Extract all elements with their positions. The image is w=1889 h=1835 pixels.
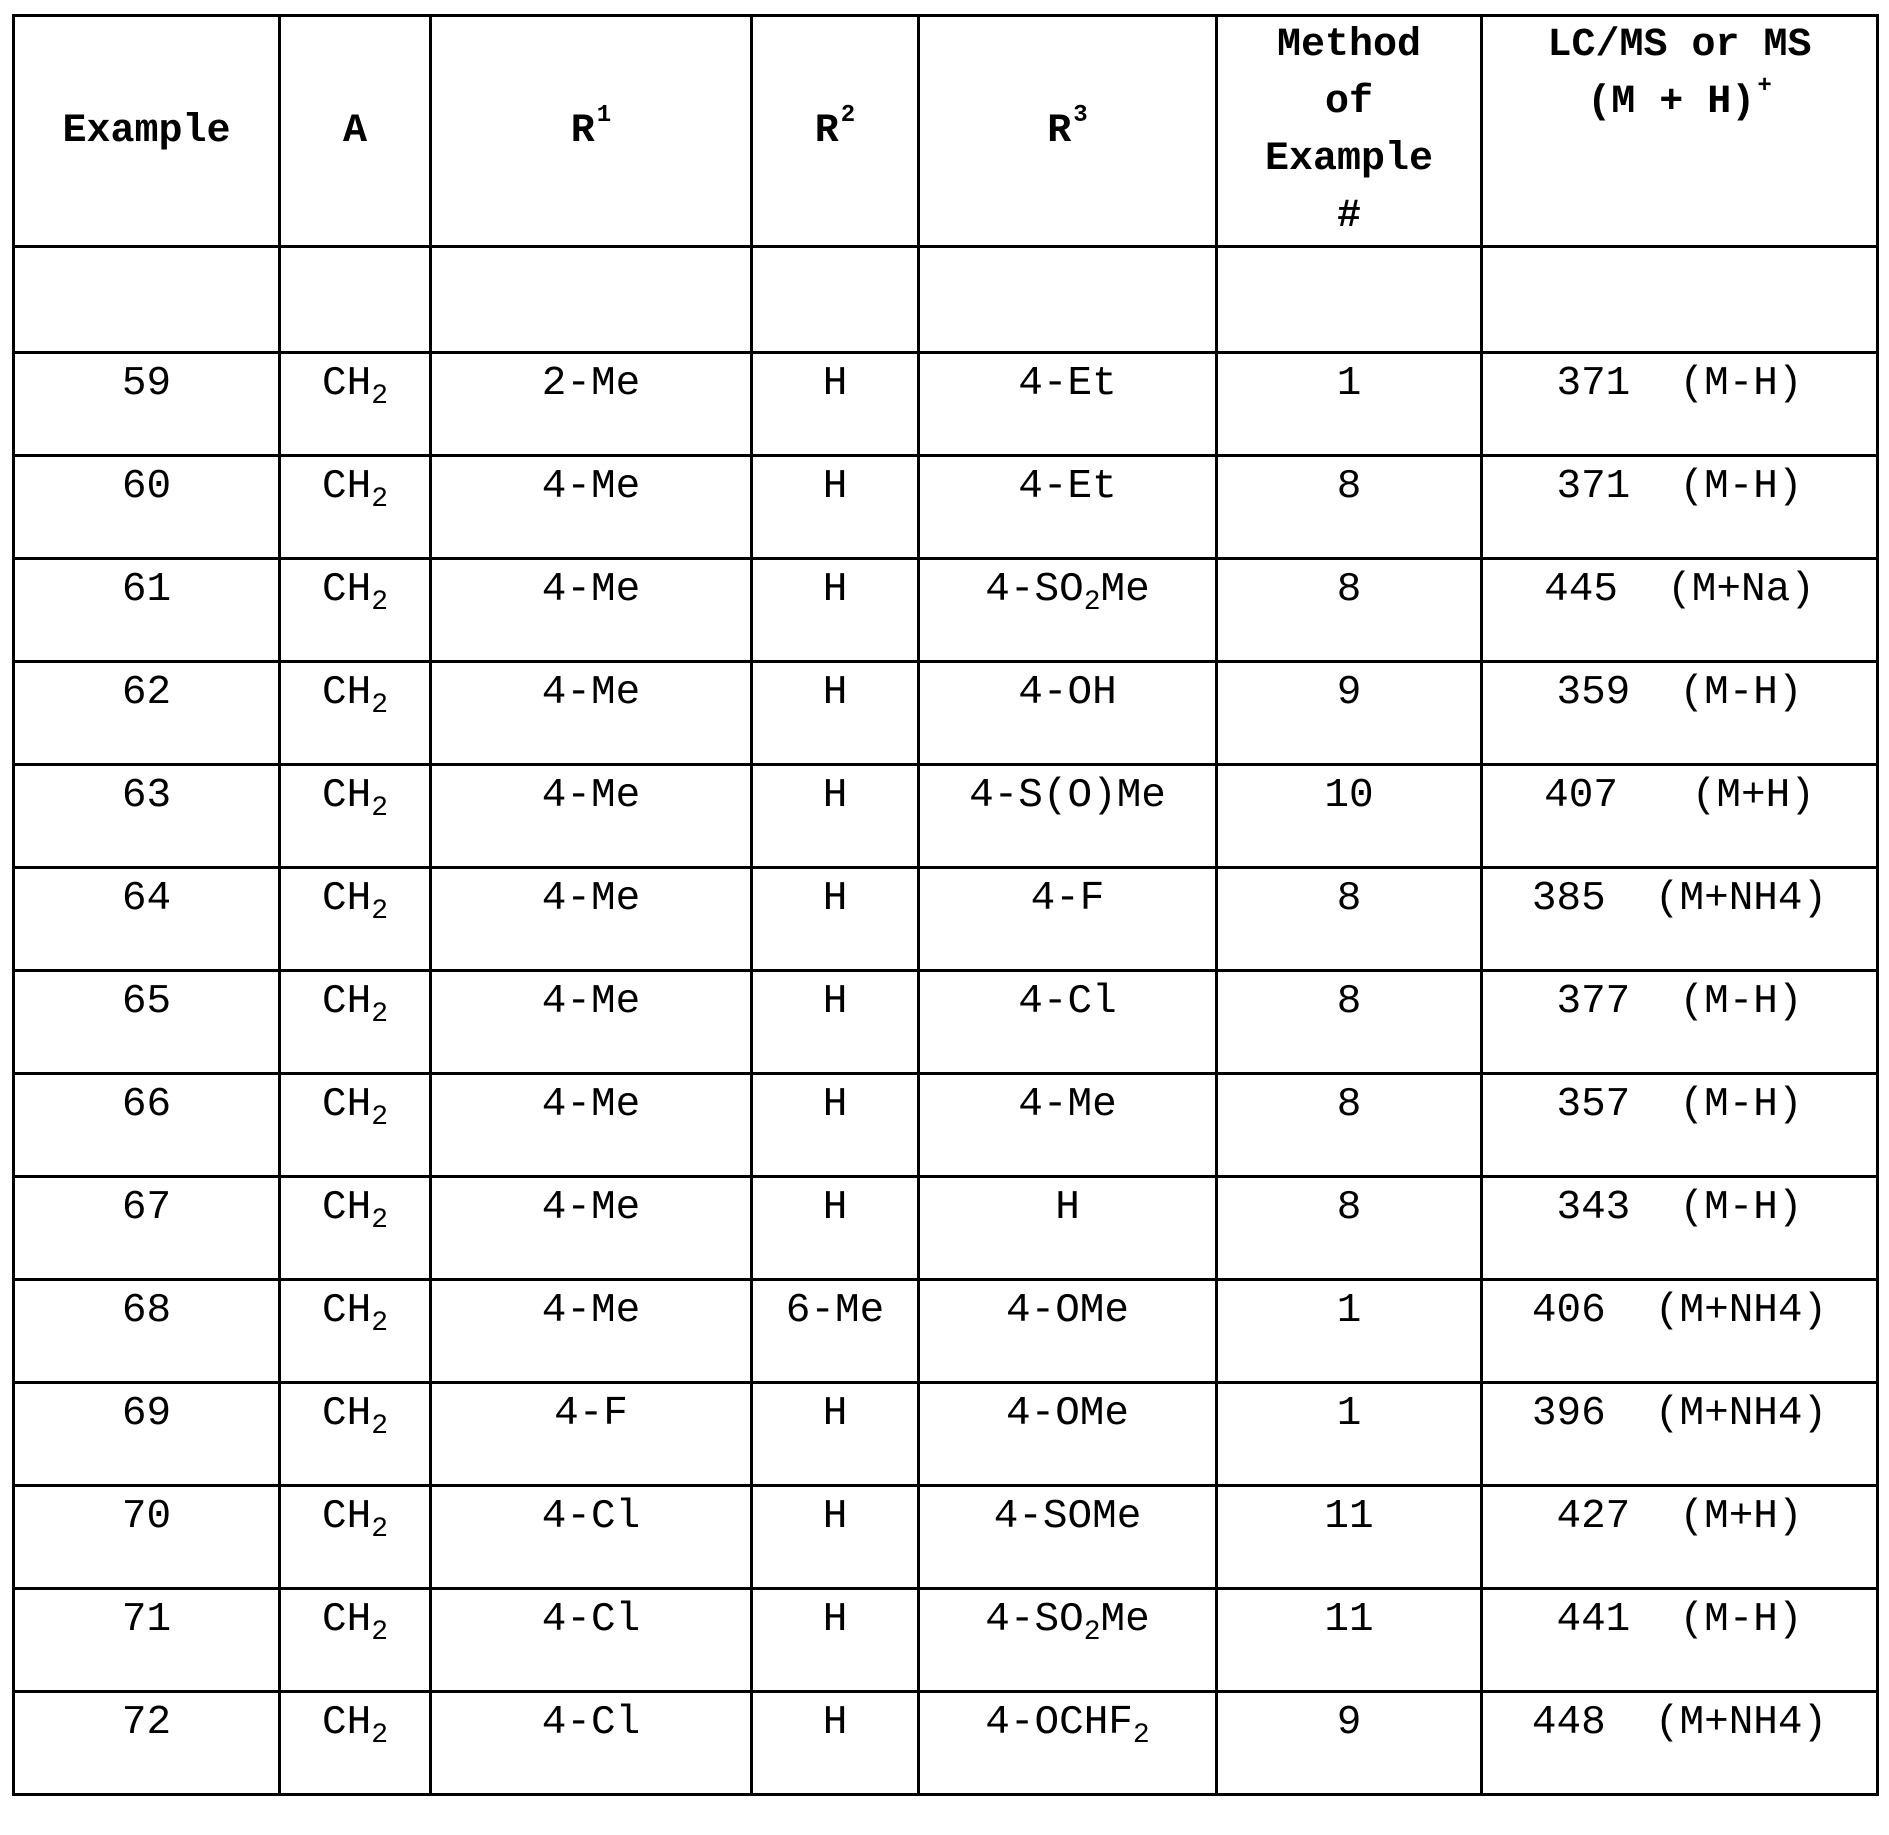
a-base: CH — [321, 979, 372, 1025]
r1-value: 4-Me — [541, 1185, 641, 1231]
a-subscript: 2 — [371, 896, 389, 927]
lcms-value: 385 (M+NH4) — [1531, 876, 1828, 922]
r3-value-suffix: Me — [1100, 567, 1150, 613]
lcms-value: 371 (M-H) — [1556, 464, 1803, 510]
cell-a — [280, 1692, 431, 1795]
cell-r1 — [431, 971, 752, 1074]
header-example — [14, 16, 280, 247]
header-example-label: Example — [62, 108, 231, 154]
cell-r2 — [752, 1692, 919, 1795]
cell-example — [14, 1177, 280, 1280]
r3-value: 4-S(O)Me — [969, 773, 1166, 819]
cell-lcms — [1482, 559, 1878, 662]
a-base: CH — [321, 1082, 372, 1128]
cell-r2 — [752, 456, 919, 559]
cell-r3 — [919, 971, 1217, 1074]
header-r3-superscript: 3 — [1073, 101, 1088, 129]
table-row — [14, 1486, 1878, 1589]
cell-r2 — [752, 971, 919, 1074]
r1-value: 4-Cl — [541, 1597, 641, 1643]
example-number: 69 — [121, 1391, 172, 1437]
r1-value: 4-Cl — [541, 1700, 641, 1746]
cell-example — [14, 1383, 280, 1486]
blank-cell — [919, 247, 1217, 353]
cell-method — [1217, 971, 1482, 1074]
a-subscript: 2 — [371, 1102, 389, 1133]
method-number: 8 — [1336, 979, 1362, 1025]
r3-value: 4-OMe — [1005, 1288, 1130, 1334]
header-method-line: Example — [1264, 137, 1434, 182]
a-subscript: 2 — [371, 690, 389, 721]
cell-a — [280, 1074, 431, 1177]
cell-a — [280, 353, 431, 456]
cell-a — [280, 662, 431, 765]
cell-lcms — [1482, 1074, 1878, 1177]
cell-r1 — [431, 868, 752, 971]
example-number: 67 — [121, 1185, 172, 1231]
table-row — [14, 1692, 1878, 1795]
header-method — [1217, 16, 1482, 247]
cell-method — [1217, 1589, 1482, 1692]
lcms-value: 396 (M+NH4) — [1531, 1391, 1828, 1437]
header-lcms — [1482, 16, 1878, 247]
header-r1-label: R — [570, 108, 595, 154]
a-base: CH — [321, 361, 372, 407]
method-number: 11 — [1324, 1494, 1374, 1540]
cell-r3 — [919, 1383, 1217, 1486]
r3-value: 4-OH — [1018, 670, 1117, 716]
cell-r2 — [752, 1074, 919, 1177]
a-base: CH — [321, 1391, 372, 1437]
table-row — [14, 456, 1878, 559]
a-base: CH — [321, 1185, 372, 1231]
cell-r3 — [919, 765, 1217, 868]
cell-method — [1217, 559, 1482, 662]
method-number: 1 — [1336, 361, 1362, 407]
cell-method — [1217, 456, 1482, 559]
header-a — [280, 16, 431, 247]
r3-subscript: 2 — [1083, 1617, 1101, 1648]
blank-cell — [14, 247, 280, 353]
cell-r2 — [752, 765, 919, 868]
header-method-line: Method — [1276, 23, 1422, 68]
example-number: 66 — [121, 1082, 172, 1128]
table-row — [14, 1074, 1878, 1177]
cell-r2 — [752, 1589, 919, 1692]
cell-method — [1217, 868, 1482, 971]
cell-r2 — [752, 1383, 919, 1486]
header-lcms-line: LC/MS or MS — [1547, 23, 1812, 68]
example-number: 71 — [121, 1597, 172, 1643]
r2-value: H — [822, 773, 848, 819]
r1-value: 4-Me — [541, 464, 641, 510]
cell-example — [14, 868, 280, 971]
method-number: 9 — [1336, 1700, 1362, 1746]
example-number: 72 — [121, 1700, 172, 1746]
r2-value: H — [822, 1391, 848, 1437]
cell-method — [1217, 353, 1482, 456]
a-base: CH — [321, 1494, 372, 1540]
cell-a — [280, 1383, 431, 1486]
cell-r3 — [919, 868, 1217, 971]
cell-example — [14, 559, 280, 662]
cell-example — [14, 353, 280, 456]
cell-a — [280, 868, 431, 971]
r2-value: H — [822, 1700, 848, 1746]
r3-value: 4-SO — [985, 567, 1084, 613]
r2-value: H — [822, 876, 848, 922]
example-number: 68 — [121, 1288, 172, 1334]
cell-r2 — [752, 559, 919, 662]
cell-example — [14, 765, 280, 868]
cell-r2 — [752, 353, 919, 456]
table-row — [14, 559, 1878, 662]
table-row — [14, 1177, 1878, 1280]
r2-value: H — [822, 464, 848, 510]
cell-lcms — [1482, 1383, 1878, 1486]
cell-r1 — [431, 1074, 752, 1177]
method-number: 1 — [1336, 1288, 1362, 1334]
r3-value: 4-SO — [985, 1597, 1084, 1643]
lcms-value: 377 (M-H) — [1556, 979, 1803, 1025]
r1-value: 4-Me — [541, 670, 641, 716]
cell-lcms — [1482, 1280, 1878, 1383]
header-method-line: of — [1324, 80, 1373, 125]
r1-value: 4-F — [554, 1391, 628, 1437]
cell-example — [14, 971, 280, 1074]
method-number: 9 — [1336, 670, 1362, 716]
blank-row — [14, 247, 1878, 353]
method-number: 11 — [1324, 1597, 1374, 1643]
r2-value: H — [822, 1082, 848, 1128]
cell-r3 — [919, 1177, 1217, 1280]
cell-r3 — [919, 1074, 1217, 1177]
table-row — [14, 1383, 1878, 1486]
example-number: 60 — [121, 464, 172, 510]
cell-a — [280, 1589, 431, 1692]
cell-method — [1217, 1692, 1482, 1795]
cell-example — [14, 1074, 280, 1177]
cell-r3 — [919, 662, 1217, 765]
method-number: 1 — [1336, 1391, 1362, 1437]
cell-a — [280, 559, 431, 662]
table-row — [14, 353, 1878, 456]
table-row — [14, 1280, 1878, 1383]
cell-method — [1217, 1486, 1482, 1589]
cell-lcms — [1482, 765, 1878, 868]
example-number: 62 — [121, 670, 172, 716]
cell-method — [1217, 765, 1482, 868]
r3-subscript: 2 — [1132, 1720, 1150, 1751]
a-subscript: 2 — [371, 793, 389, 824]
a-subscript: 2 — [371, 484, 389, 515]
method-number: 8 — [1336, 1185, 1362, 1231]
table-row — [14, 662, 1878, 765]
a-base: CH — [321, 567, 372, 613]
header-lcms-line — [1483, 74, 1876, 131]
r1-value: 4-Me — [541, 979, 641, 1025]
cell-lcms — [1482, 1692, 1878, 1795]
cell-method — [1217, 662, 1482, 765]
cell-r3 — [919, 353, 1217, 456]
cell-a — [280, 456, 431, 559]
lcms-value: 357 (M-H) — [1556, 1082, 1803, 1128]
method-number: 8 — [1336, 876, 1362, 922]
lcms-value: 407 (M+H) — [1544, 773, 1815, 819]
cell-method — [1217, 1074, 1482, 1177]
cell-r1 — [431, 559, 752, 662]
example-number: 61 — [121, 567, 172, 613]
header-r2-superscript: 2 — [840, 101, 856, 129]
table-row — [14, 765, 1878, 868]
header-r2 — [752, 16, 919, 247]
r3-value-suffix: Me — [1100, 1597, 1150, 1643]
cell-r2 — [752, 1486, 919, 1589]
r3-value: 4-F — [1030, 876, 1105, 922]
a-subscript: 2 — [371, 1514, 389, 1545]
cell-example — [14, 1280, 280, 1383]
cell-r1 — [431, 662, 752, 765]
r2-value: H — [822, 1185, 848, 1231]
r1-value: 4-Me — [541, 1082, 641, 1128]
table-row — [14, 1589, 1878, 1692]
table-row — [14, 868, 1878, 971]
r1-value: 4-Me — [541, 876, 641, 922]
lcms-value: 359 (M-H) — [1556, 670, 1803, 716]
cell-a — [280, 1486, 431, 1589]
cell-r1 — [431, 1589, 752, 1692]
header-r2-label: R — [814, 108, 839, 154]
a-base: CH — [321, 773, 372, 819]
cell-r1 — [431, 765, 752, 868]
cell-lcms — [1482, 868, 1878, 971]
blank-cell — [1217, 247, 1482, 353]
cell-example — [14, 1486, 280, 1589]
cell-r1 — [431, 1177, 752, 1280]
a-subscript: 2 — [371, 381, 389, 412]
r3-value: 4-OCHF — [985, 1700, 1133, 1746]
cell-r1 — [431, 1280, 752, 1383]
cell-lcms — [1482, 1589, 1878, 1692]
r3-value: 4-Et — [1018, 464, 1117, 510]
r3-value: 4-Et — [1018, 361, 1117, 407]
header-r1-superscript: 1 — [596, 101, 612, 129]
r2-value: H — [822, 979, 848, 1025]
cell-r3 — [919, 1692, 1217, 1795]
header-lcms-ion: (M + H) — [1587, 80, 1756, 125]
r3-value: H — [1055, 1185, 1080, 1231]
r1-value: 4-Cl — [541, 1494, 641, 1540]
r3-value: 4-Cl — [1018, 979, 1117, 1025]
example-number: 70 — [121, 1494, 172, 1540]
cell-method — [1217, 1280, 1482, 1383]
cell-lcms — [1482, 1177, 1878, 1280]
a-subscript: 2 — [371, 1720, 389, 1751]
cell-r1 — [431, 1692, 752, 1795]
r2-value: H — [822, 670, 848, 716]
r1-value: 2-Me — [541, 361, 641, 407]
method-number: 10 — [1324, 773, 1374, 819]
cell-lcms — [1482, 353, 1878, 456]
cell-a — [280, 971, 431, 1074]
a-subscript: 2 — [371, 1205, 389, 1236]
r1-value: 4-Me — [541, 567, 641, 613]
r2-value: H — [822, 567, 848, 613]
cell-lcms — [1482, 662, 1878, 765]
cell-lcms — [1482, 971, 1878, 1074]
cell-r2 — [752, 662, 919, 765]
r1-value: 4-Me — [541, 1288, 641, 1334]
r3-value: 4-SOMe — [993, 1494, 1142, 1540]
cell-example — [14, 456, 280, 559]
method-number: 8 — [1336, 464, 1362, 510]
cell-a — [280, 765, 431, 868]
example-number: 65 — [121, 979, 172, 1025]
cell-lcms — [1482, 1486, 1878, 1589]
blank-cell — [431, 247, 752, 353]
cell-method — [1217, 1177, 1482, 1280]
a-subscript: 2 — [371, 1411, 389, 1442]
a-subscript: 2 — [371, 587, 389, 618]
cell-lcms — [1482, 456, 1878, 559]
cell-r1 — [431, 1383, 752, 1486]
cell-method — [1217, 1383, 1482, 1486]
cell-example — [14, 1692, 280, 1795]
cell-r3 — [919, 1486, 1217, 1589]
r2-value: H — [822, 1597, 848, 1643]
header-method-line: # — [1336, 194, 1361, 239]
a-base: CH — [321, 1700, 372, 1746]
r1-value: 4-Me — [541, 773, 641, 819]
lcms-value: 441 (M-H) — [1556, 1597, 1803, 1643]
lcms-value: 427 (M+H) — [1556, 1494, 1803, 1540]
cell-r2 — [752, 868, 919, 971]
compound-data-table — [12, 14, 1879, 1796]
method-number: 8 — [1336, 1082, 1362, 1128]
lcms-value: 406 (M+NH4) — [1531, 1288, 1828, 1334]
header-r1 — [431, 16, 752, 247]
r3-value: 4-Me — [1018, 1082, 1117, 1128]
cell-r2 — [752, 1177, 919, 1280]
r2-value: H — [822, 1494, 848, 1540]
header-row — [14, 16, 1878, 247]
blank-cell — [1482, 247, 1878, 353]
cell-r1 — [431, 456, 752, 559]
r3-value: 4-OMe — [1005, 1391, 1130, 1437]
lcms-value: 448 (M+NH4) — [1531, 1700, 1828, 1746]
cell-r3 — [919, 559, 1217, 662]
a-base: CH — [321, 464, 372, 510]
blank-cell — [752, 247, 919, 353]
header-a-label: A — [342, 108, 367, 154]
a-subscript: 2 — [371, 1308, 389, 1339]
table-row — [14, 971, 1878, 1074]
cell-a — [280, 1177, 431, 1280]
cell-r3 — [919, 1589, 1217, 1692]
a-base: CH — [321, 1597, 372, 1643]
header-r3 — [919, 16, 1217, 247]
r2-value: H — [822, 361, 848, 407]
method-number: 8 — [1336, 567, 1362, 613]
cell-r3 — [919, 456, 1217, 559]
cell-a — [280, 1280, 431, 1383]
blank-cell — [280, 247, 431, 353]
example-number: 63 — [121, 773, 172, 819]
cell-r2 — [752, 1280, 919, 1383]
example-number: 59 — [121, 361, 172, 407]
cell-r3 — [919, 1280, 1217, 1383]
a-base: CH — [321, 670, 372, 716]
lcms-value: 371 (M-H) — [1556, 361, 1803, 407]
example-number: 64 — [121, 876, 172, 922]
cell-r1 — [431, 1486, 752, 1589]
a-subscript: 2 — [371, 999, 389, 1030]
header-r3-label: R — [1047, 108, 1072, 154]
r3-subscript: 2 — [1083, 587, 1101, 618]
cell-example — [14, 662, 280, 765]
lcms-value: 343 (M-H) — [1556, 1185, 1803, 1231]
cell-example — [14, 1589, 280, 1692]
a-subscript: 2 — [371, 1617, 389, 1648]
lcms-value: 445 (M+Na) — [1544, 567, 1815, 613]
r2-value: 6-Me — [785, 1288, 885, 1334]
a-base: CH — [321, 876, 372, 922]
cell-r1 — [431, 353, 752, 456]
a-base: CH — [321, 1288, 372, 1334]
header-lcms-superscript: + — [1757, 73, 1772, 100]
